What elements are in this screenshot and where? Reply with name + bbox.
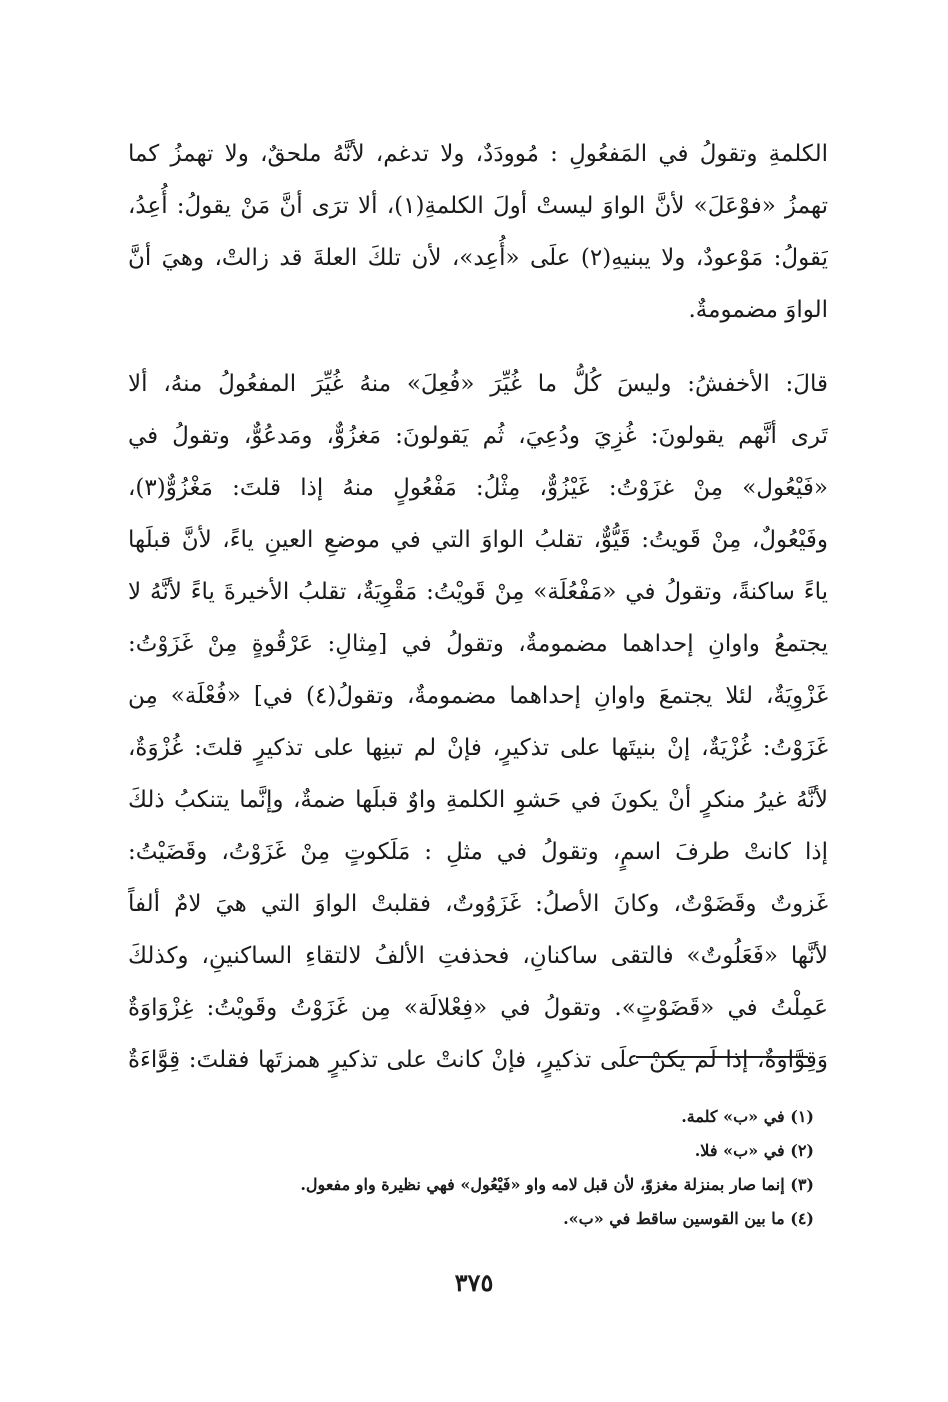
footnote: (٢) في «ب» فلا. — [694, 1141, 814, 1160]
text-line: يجتمعُ واوانِ إحداهما مضمومةٌ، وتقولُ في [مِثالِ: عَرْقُوةٍ مِنْ غَزَوْتُ: — [128, 631, 828, 657]
text-line: «فَيْعُول» مِنْ غزَوْتُ: غَيْزُوٌّ، مِثْلُ: مَفْعُولٍ منهُ إذا قلتَ: مَغْزُوٌّ(٣)، — [128, 475, 828, 501]
text-line: وفَيْعُولٌ، مِنْ قَويتُ: قَيُّوٌّ، تقلبُ الواوَ التي في موضعِ العينِ ياءً، لأنَّ قبلَها — [128, 527, 828, 553]
text-line: غَزوتٌ وقَضَوْتٌ، وكانَ الأصلُ: غَزَوُوتٌ، فقلبتْ الواوَ التي هيَ لامٌ ألفاً — [128, 891, 828, 917]
footnote: (٤) ما بين القوسين ساقط في «ب». — [563, 1209, 814, 1228]
text-line: لأنَّها «فَعَلُوتٌ» فالتقى ساكنانِ، فحذفتِ الألفُ لالتقاءِ الساكنينِ، وكذلكَ — [128, 943, 828, 969]
text-line: قالَ: الأخفشُ: وليسَ كُلُّ ما غُيِّرَ «فُعِلَ» منهُ غُيِّرَ المفعُولُ منهُ، ألا — [128, 371, 828, 397]
text-line: تَرى أنَّهم يقولونَ: غُزِيَ ودُعِيَ، ثُم يَقولونَ: مَغزُوٌّ، ومَدعُوٌّ، وتقولُ في — [128, 423, 828, 449]
text-line: يَقولُ: مَوْعودٌ، ولا يبنيهِ(٢) علَى «أُعِد»، لأن تلكَ العلةَ قد زالتْ، وهيَ أنَّ — [128, 245, 828, 271]
footnotes — [200, 1100, 814, 1236]
page-number: ٣٧٥ — [454, 1268, 494, 1297]
text-line: عَمِلْتُ في «قَضَوْتٍ». وتقولُ في «فِعْلالَة» مِن غَزَوْتُ وقَويْتُ: غِزْوَاوَةٌ — [128, 995, 828, 1021]
text-line: الواوَ مضمومةٌ. — [688, 297, 828, 323]
footnote: (١) في «ب» كلمة. — [681, 1107, 814, 1126]
text-line: ياءً ساكنةً، وتقولُ في «مَفْعُلَة» مِنْ قَويْتُ: مَقْوِيَةٌ، تقلبُ الأخيرةَ ياءً لأنَّهُ لا — [128, 579, 828, 605]
paragraph-gap — [128, 336, 828, 358]
text-line: لأنَّهُ غيرُ منكرٍ أنْ يكونَ في حَشوِ الكلمةِ واوٌ قبلَها ضمةٌ، وإنَّما يتنكبُ ذلكَ — [128, 787, 828, 813]
text-line: غَزْوِيَةٌ، لئلا يجتمعَ واوانِ إحداهما مضمومةٌ، وتقولُ(٤) في] «فُعْلَة» مِن — [128, 683, 828, 709]
text-line: الكلمةِ وتقولُ في المَفعُولِ : مُوودَدٌ، ولا تدغم، لأنَّهُ ملحقٌ، ولا تهمزُ كما — [128, 141, 828, 167]
footnote-divider — [636, 1056, 808, 1058]
footnote: (٣) إنما صار بمنزلة مغزوّ، لأن قبل لامه واو «فَيْعُول» فهي نظيرة واو مفعول. — [300, 1175, 814, 1194]
text-line: تهمزُ «فوْعَلَ» لأنَّ الواوَ ليستْ أولَ الكلمةِ(١)، ألا ترَى أنَّ مَنْ يقولُ: أُعِدُ، — [128, 193, 828, 219]
text-line: إذا كانتْ طرفَ اسمٍ، وتقولُ في مثلِ : مَلَكوتٍ مِنْ غَزَوْتُ، وقَضَيْتُ: — [128, 839, 828, 865]
text-line: غَزَوْتُ: غُزْيَةٌ، إنْ بنيتَها على تذكيرٍ، فإنْ لم تبنِها على تذكيرٍ قلتَ: غُزْوَةٌ، — [128, 735, 828, 761]
text-line: وَقِوَّاوَةٌ، إذا لَم يكنْ علَى تذكيرٍ، فإنْ كانتْ على تذكيرٍ همزتَها فقلتَ: قِوَّاءَةٌ — [128, 1047, 828, 1073]
main-text — [128, 128, 828, 1086]
